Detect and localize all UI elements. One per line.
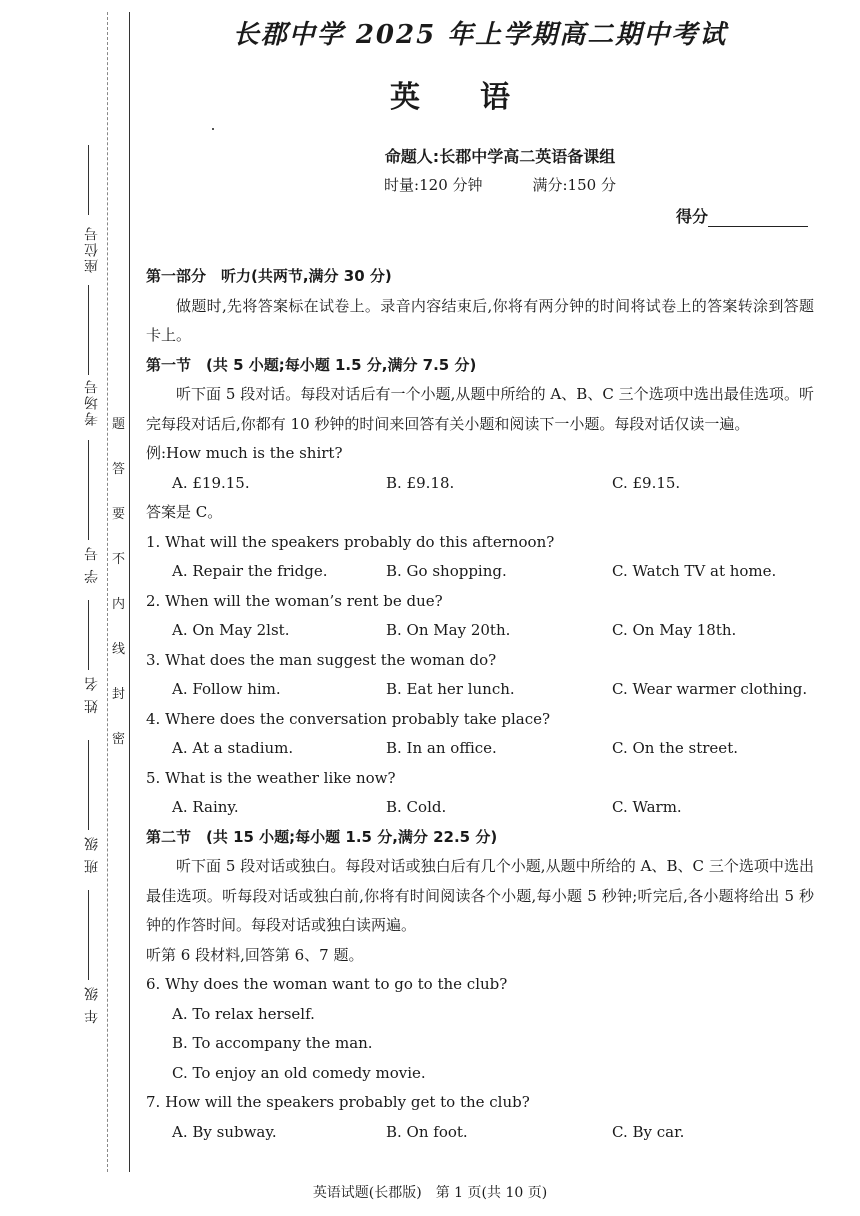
full-score: 满分:150 分 (532, 176, 616, 194)
question-options (146, 734, 814, 764)
seal-char: 答 (112, 462, 126, 477)
seal-char: 题 (112, 417, 126, 432)
question: 1. What will the speakers probably do this afternoon? (146, 532, 555, 551)
option: A. By subway. (172, 1122, 277, 1141)
exam-room-blank (88, 285, 89, 375)
option: B. Cold. (386, 798, 447, 816)
option: A. At a stadium. (172, 739, 294, 757)
binding-dashed-line (107, 12, 108, 1172)
example-options (146, 469, 814, 499)
option: C. £9.15. (612, 473, 681, 492)
author-line: 命题人:长郡中学高二英语备课组 (384, 147, 616, 166)
seal-char: 密 (112, 732, 126, 747)
seal-char: 要 (112, 507, 126, 522)
seat-blank (88, 145, 89, 215)
option: C. Wear warmer clothing. (612, 680, 808, 698)
speck (212, 128, 214, 130)
option: C. Watch TV at home. (612, 562, 777, 580)
section1-instructions: 听下面 5 段对话。每段对话后有一个小题,从题中所给的 A、B、C 三个选项中选出最佳选项。听完每段对话后,你都有 10 秒钟的时间来回答有关小题和阅读下一小题。每段对话仅读一遍。 (146, 385, 814, 433)
option: C. On the street. (612, 739, 738, 757)
question: 2. When will the woman’s rent be due? (146, 591, 443, 610)
question: 7. How will the speakers probably get to the club? (146, 1093, 530, 1111)
part1-intro: 做题时,先将答案标在试卷上。录音内容结束后,你将有两分钟的时间将试卷上的答案转涂到答题卡上。 (146, 296, 814, 344)
score-field (676, 204, 808, 227)
class-label: 班 级 (84, 835, 100, 874)
option: A. Follow him. (172, 680, 281, 698)
section2-instructions: 听下面 5 段对话或独白。每段对话或独白后有几个小题,从题中所给的 A、B、C 三个选项中选出最佳选项。听每段对话或独白前,你将有时间阅读各个小题,每小题 5 秒钟;听完后,各小题将给出 5 秒钟的作答时间。每段对话或独白读两遍。 (146, 857, 814, 934)
option: A. To relax herself. (172, 1004, 315, 1023)
option: C. By car. (612, 1122, 685, 1141)
part1-heading: 第一部分 听力(共两节,满分 30 分) (146, 267, 392, 285)
option: C. Warm. (612, 798, 682, 816)
score-label: 得分 (676, 207, 709, 226)
section1-heading: 第一节 (共 5 小题;每小题 1.5 分,满分 7.5 分) (146, 355, 477, 374)
option: B. On May 20th. (386, 621, 511, 639)
page-footer: 英语试题(长郡版) 第 1 页(共 10 页) (312, 1185, 548, 1201)
seal-char: 封 (112, 687, 126, 702)
option: B. To accompany the man. (172, 1034, 373, 1052)
exam-content (146, 262, 814, 1147)
option: B. On foot. (386, 1122, 468, 1141)
student-no-blank (88, 440, 89, 540)
question-options (146, 1118, 814, 1148)
example-answer: 答案是 C。 (146, 503, 223, 521)
question: 5. What is the weather like now? (146, 768, 396, 787)
material-6: 听第 6 段材料,回答第 6、7 题。 (146, 945, 364, 964)
class-blank (88, 740, 89, 830)
binding-solid-line (129, 12, 130, 1172)
score-blank (708, 212, 808, 227)
option: C. To enjoy an old comedy movie. (172, 1063, 426, 1082)
option: A. On May 2lst. (172, 621, 290, 639)
example-question: 例:How much is the shirt? (146, 444, 343, 462)
grade-label: 年 级 (84, 985, 100, 1024)
seal-char: 内 (112, 597, 126, 612)
subject-title: 英语 (390, 80, 570, 115)
exam-title: 长郡中学 2025 年上学期高二期中考试 (232, 20, 728, 50)
option: B. Go shopping. (386, 562, 507, 580)
option: A. Repair the fridge. (172, 562, 328, 580)
name-label: 姓 名 (84, 675, 100, 714)
question: 3. What does the man suggest the woman do? (146, 650, 497, 669)
time-limit: 时量:120 分钟 (384, 176, 483, 194)
question-options (146, 616, 814, 646)
seal-char: 不 (112, 552, 126, 567)
option: C. On May 18th. (612, 621, 737, 639)
seal-char: 线 (112, 642, 126, 657)
option: A. £19.15. (172, 473, 250, 492)
question: 6. Why does the woman want to go to the club? (146, 975, 508, 993)
seat-label: 座位号 (84, 225, 100, 273)
grade-blank (88, 890, 89, 980)
option: B. In an office. (386, 739, 497, 757)
section2-heading: 第二节 (共 15 小题;每小题 1.5 分,满分 22.5 分) (146, 827, 498, 846)
option: B. Eat her lunch. (386, 680, 515, 698)
exam-room-label: 考场号 (84, 378, 100, 426)
name-blank (88, 600, 89, 670)
question-options (146, 557, 814, 587)
time-info (300, 174, 700, 195)
student-no-label: 学 号 (84, 545, 100, 584)
question-options (146, 793, 814, 823)
question-options (146, 675, 814, 705)
option: B. £9.18. (386, 473, 455, 492)
question: 4. Where does the conversation probably take place? (146, 709, 551, 728)
option: A. Rainy. (172, 798, 239, 816)
